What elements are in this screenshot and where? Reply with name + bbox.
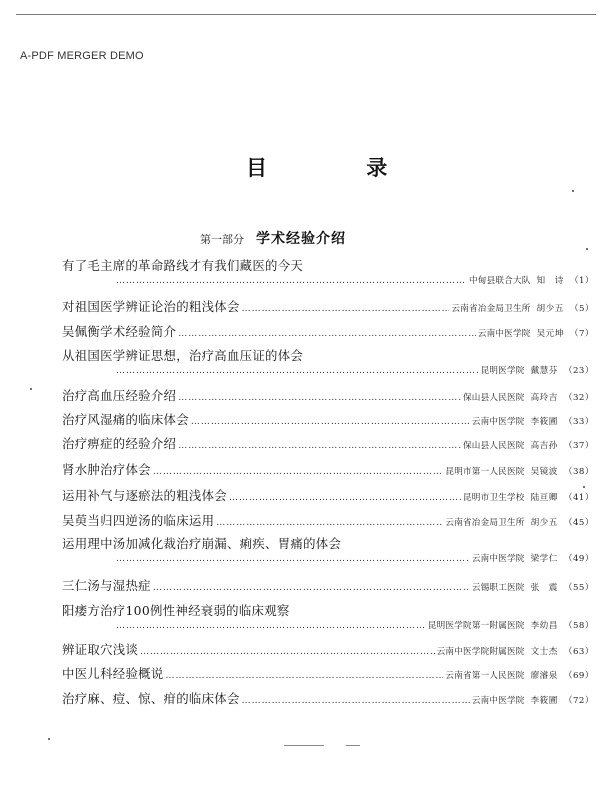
entry-page: （63）: [563, 647, 594, 657]
entry-line: [62, 689, 594, 707]
entry-institution: 云南中医学院: [471, 417, 525, 427]
entry-title: 运用理中汤加减化裁治疗崩漏、痢疾、胃痛的体会: [62, 536, 342, 551]
entry-detail-line: [114, 274, 594, 286]
entry-title: 从祖国医学辨证思想，治疗高血压证的体会: [62, 348, 304, 363]
entry-title: 运用补气与逐瘀法的粗浅体会: [62, 488, 227, 503]
entry-page: （45）: [563, 518, 594, 528]
entry-line: [62, 297, 594, 315]
entry-institution: 云南省第一人民医院: [445, 671, 525, 681]
entry-page: （32）: [563, 393, 594, 403]
entry-line: [62, 460, 594, 478]
dot-leader: [116, 621, 426, 631]
entry-page: （41）: [563, 493, 594, 503]
toc-entry: [0, 664, 612, 682]
entry-author: 李幼昌: [530, 621, 558, 631]
page-title: 目 录: [246, 155, 434, 180]
entry-title: 三仁汤与湿热症: [62, 578, 151, 593]
entry-title: 肾水肿治疗体会: [62, 462, 151, 477]
entry-author: 吴镜波: [530, 467, 558, 477]
dot-leader: [216, 518, 443, 528]
scan-speck: [48, 738, 50, 740]
entry-author: 戴慧芬: [530, 366, 558, 376]
scan-speck: [572, 190, 574, 192]
scan-mark: [284, 745, 324, 746]
entry-institution: 昆明市第一人民医院: [445, 467, 525, 477]
entry-institution: 昆明医学院: [480, 366, 525, 376]
toc-entry: [0, 256, 612, 290]
dot-leader: [140, 647, 434, 657]
entry-title: 治疗痹症的经验介绍: [62, 436, 177, 451]
entry-author: 胡少五: [536, 304, 564, 314]
dot-leader: [178, 441, 461, 451]
entry-institution: 云南中医学院附属医院: [436, 647, 525, 657]
entry-author: 胡少五: [530, 518, 558, 528]
toc-entry: [0, 297, 612, 315]
watermark-text: A-PDF MERGER DEMO: [20, 50, 144, 62]
scan-speck: [30, 388, 32, 390]
entry-page: （1）: [569, 276, 594, 286]
dot-leader: [166, 671, 444, 681]
toc-entry: [0, 601, 612, 635]
entry-line: [62, 664, 594, 682]
entry-author: 高吉孙: [530, 441, 558, 451]
toc-entry: [0, 689, 612, 707]
top-rule: [16, 14, 596, 15]
dot-leader: [153, 467, 444, 477]
entry-detail-line: [114, 619, 594, 631]
entry-page: （37）: [563, 441, 594, 451]
dot-leader: [242, 696, 470, 706]
dot-leader: [178, 393, 461, 403]
entry-title: 对祖国医学辨证论治的粗浅体会: [62, 299, 240, 314]
entry-author: 张 震: [530, 583, 558, 593]
dot-leader: [153, 583, 470, 593]
scan-speck: [586, 248, 588, 250]
toc-entry: [0, 460, 612, 478]
entry-page: （38）: [563, 467, 594, 477]
entry-institution: 中甸县联合大队: [468, 276, 531, 286]
dot-leader: [116, 366, 479, 376]
entry-page: （69）: [563, 671, 594, 681]
entry-line: [62, 576, 594, 594]
entry-author: 文士杰: [530, 647, 558, 657]
entry-institution: 云南中医学院: [477, 329, 531, 339]
toc-entry: [0, 410, 612, 428]
entry-title: 治疗高血压经验介绍: [62, 388, 177, 403]
dot-leader: [191, 417, 470, 427]
entry-title: 辨证取穴浅谈: [62, 642, 139, 657]
entry-author: 知 诗: [536, 276, 564, 286]
entry-title: 吴佩衡学术经验简介: [62, 324, 177, 339]
entry-author: 吴元坤: [536, 329, 564, 339]
entry-institution: 昆明市卫生学校: [463, 493, 525, 503]
entry-line: [62, 322, 594, 340]
entry-page: （58）: [563, 621, 594, 631]
entry-institution: 云锡职工医院: [471, 583, 525, 593]
entry-author: 陆亘卿: [530, 493, 558, 503]
entry-title: 吴萸当归四逆汤的临床运用: [62, 513, 215, 528]
entry-detail-line: [114, 552, 594, 564]
toc-entry: [0, 322, 612, 340]
entry-institution: 保山县人民医院: [463, 441, 525, 451]
section-part-label: 第一部分: [200, 233, 244, 246]
entry-line: [62, 486, 594, 504]
entry-line: [62, 511, 594, 529]
entry-detail-line: [114, 364, 594, 376]
toc-entry: [0, 434, 612, 452]
entry-author: 高玲吉: [530, 393, 558, 403]
scan-mark: [346, 745, 360, 746]
entry-title: 阳痿方治疗100例性神经衰弱的临床观察: [62, 603, 290, 618]
entry-title: 有了毛主席的革命路线才有我们藏医的今天: [62, 258, 304, 273]
entry-title: 治疗麻、痘、惊、疳的临床体会: [62, 691, 240, 706]
entry-line: [62, 410, 594, 428]
dot-leader: [229, 493, 461, 503]
dot-leader: [116, 276, 467, 286]
entry-page: （33）: [563, 417, 594, 427]
entry-line: [62, 434, 594, 452]
entry-institution: 云南省冶金局卫生所: [445, 518, 525, 528]
entry-institution: 保山县人民医院: [463, 393, 525, 403]
entry-page: （7）: [569, 329, 594, 339]
section-name: 学术经验介绍: [256, 231, 346, 247]
dot-leader: [116, 554, 470, 564]
entry-author: 梁学仁: [530, 554, 558, 564]
scan-speck: [583, 486, 585, 488]
entry-author: 李筱圃: [530, 696, 558, 706]
section-heading: [200, 228, 346, 248]
entry-institution: 昆明医学院第一附属医院: [427, 621, 525, 631]
entry-institution: 云南省冶金局卫生所: [451, 304, 531, 314]
toc-entry: [0, 640, 612, 658]
entry-page: （5）: [569, 304, 594, 314]
entry-title: 治疗风湿痛的临床体会: [62, 412, 189, 427]
dot-leader: [242, 304, 450, 314]
entry-institution: 云南中医学院: [471, 554, 525, 564]
entry-title: 中医儿科经验概说: [62, 666, 164, 681]
toc-entry: [0, 534, 612, 568]
entry-line: [62, 640, 594, 658]
toc-entry: [0, 386, 612, 404]
entry-page: （55）: [563, 583, 594, 593]
entry-page: （49）: [563, 554, 594, 564]
entry-line: [62, 386, 594, 404]
entry-page: （72）: [563, 696, 594, 706]
toc-entry: [0, 576, 612, 594]
toc-entry: [0, 346, 612, 380]
entry-page: （23）: [563, 366, 594, 376]
entry-author: 李筱圃: [530, 417, 558, 427]
entry-institution: 云南中医学院: [471, 696, 525, 706]
toc-entry: [0, 486, 612, 504]
entry-author: 廖濬泉: [530, 671, 558, 681]
dot-leader: [178, 329, 476, 339]
toc-entry: [0, 511, 612, 529]
